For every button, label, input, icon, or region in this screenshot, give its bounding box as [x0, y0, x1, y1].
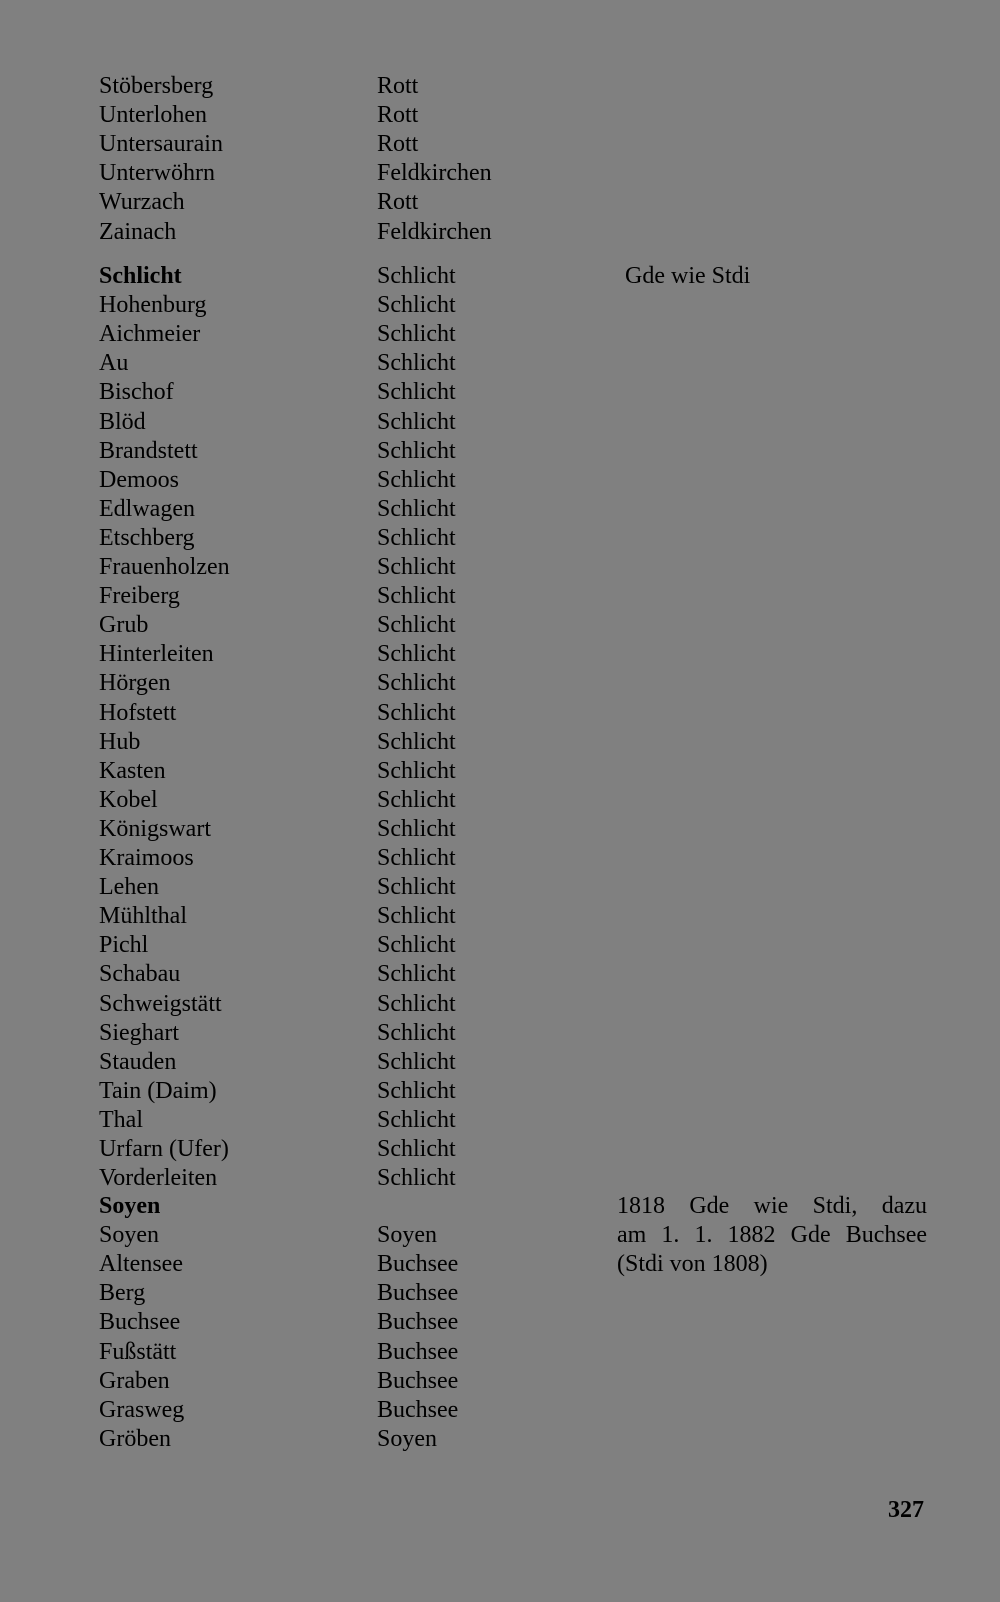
parish-name: Rott [377, 73, 419, 99]
place-name: Tain (Daim) [99, 1077, 217, 1104]
parish-name: Buchsee [377, 1396, 459, 1423]
place-name: Berg [99, 1280, 146, 1307]
place-name: Frauenholzen [99, 554, 230, 580]
parish-name: Soyen [377, 1222, 437, 1249]
parish-name: Buchsee [377, 1309, 459, 1336]
parish-name: Schlicht [377, 350, 456, 377]
parish-name: Schlicht [377, 641, 456, 668]
place-name: Aichmeier [99, 321, 201, 348]
parish-name: Schlicht [377, 670, 456, 697]
parish-name: Schlicht [377, 408, 456, 435]
place-name: Urfarn (Ufer) [99, 1136, 229, 1162]
place-name: Pichl [99, 932, 149, 959]
note-line: 1818 Gde wie Stdi, dazu [617, 1193, 927, 1219]
place-name: Grasweg [99, 1396, 185, 1423]
parish-name: Schlicht [377, 612, 456, 639]
parish-name: Schlicht [377, 1165, 456, 1192]
note-line: am 1. 1. 1882 Gde Buchsee [617, 1222, 927, 1248]
parish-name: Schlicht [377, 524, 456, 551]
place-name: Stöbersberg [99, 73, 214, 99]
section-note [625, 262, 750, 291]
place-name: Etschberg [99, 524, 195, 551]
parish-name: Schlicht [377, 786, 456, 813]
place-name: Lehen [99, 874, 159, 901]
parish-name: Schlicht [377, 757, 456, 784]
place-name: Graben [99, 1367, 170, 1394]
place-name: Buchsee [99, 1309, 181, 1336]
parish-name: Schlicht [377, 583, 456, 610]
parish-name: Schlicht [377, 466, 456, 493]
place-name: Schweigstätt [99, 990, 222, 1017]
place-name: Mühlthal [99, 903, 187, 930]
place-name: Altensee [99, 1251, 183, 1278]
place-name: Zainach [99, 218, 177, 245]
parish-name: Schlicht [377, 1019, 456, 1046]
note-line: (Stdi von 1808) [617, 1251, 768, 1277]
parish-name: Feldkirchen [377, 160, 492, 187]
place-name: Schlicht [99, 263, 182, 289]
parish-name: Schlicht [377, 845, 456, 871]
place-name: Grub [99, 612, 149, 639]
parish-name: Schlicht [377, 903, 456, 930]
parish-name: Schlicht [377, 1077, 456, 1104]
parish-name: Rott [377, 102, 419, 129]
page-number: 327 [888, 1497, 924, 1523]
place-name: Gröben [99, 1425, 171, 1452]
parish-name: Rott [377, 131, 419, 158]
place-name: Hinterleiten [99, 641, 214, 668]
place-name: Demoos [99, 466, 179, 493]
parish-name: Schlicht [377, 495, 456, 522]
parish-name: Schlicht [377, 728, 456, 755]
parish-name: Schlicht [377, 874, 456, 901]
section-note [617, 1192, 927, 1279]
parish-name: Soyen [377, 1425, 437, 1452]
parish-name: Feldkirchen [377, 218, 492, 245]
parish-name: Schlicht [377, 815, 456, 842]
place-name: Au [99, 350, 129, 377]
place-name: Schabau [99, 961, 181, 988]
parish-name: Schlicht [377, 292, 456, 319]
parish-name: Rott [377, 189, 419, 216]
place-name: Edlwagen [99, 495, 195, 522]
place-name: Untersaurain [99, 131, 223, 158]
parish-name: Schlicht [377, 699, 456, 726]
parish-name: Schlicht [377, 961, 456, 988]
place-name: Unterwöhrn [99, 160, 215, 187]
parish-name: Schlicht [377, 321, 456, 348]
parish-name: Buchsee [377, 1338, 459, 1365]
parish-name: Buchsee [377, 1280, 459, 1307]
place-name: Fußstätt [99, 1338, 177, 1365]
place-name: Kobel [99, 786, 158, 813]
place-name: Wurzach [99, 189, 185, 216]
place-name: Bischof [99, 379, 174, 406]
place-name: Hohenburg [99, 292, 207, 319]
parish-name: Buchsee [377, 1367, 459, 1394]
parish-name: Schlicht [377, 554, 456, 580]
place-name: Hofstett [99, 699, 177, 726]
place-name: Soyen [99, 1193, 161, 1219]
place-name: Hub [99, 728, 141, 755]
place-name: Soyen [99, 1222, 159, 1249]
place-name: Königswart [99, 815, 211, 842]
place-name: Thal [99, 1106, 143, 1133]
place-name: Kasten [99, 757, 166, 784]
parish-name: Schlicht [377, 1136, 456, 1162]
place-name: Vorderleiten [99, 1165, 218, 1192]
parish-name: Schlicht [377, 379, 456, 406]
place-name: Blöd [99, 408, 146, 435]
parish-name: Buchsee [377, 1251, 459, 1278]
place-name: Brandstett [99, 437, 198, 464]
place-name: Unterlohen [99, 102, 207, 129]
parish-name: Schlicht [377, 990, 456, 1017]
place-name: Freiberg [99, 583, 180, 610]
parish-name: Schlicht [377, 932, 456, 959]
place-name: Sieghart [99, 1019, 179, 1046]
parish-name: Schlicht [377, 1048, 456, 1075]
parish-name: Schlicht [377, 437, 456, 464]
note-line: Gde wie Stdi [625, 263, 751, 289]
parish-name: Schlicht [377, 263, 456, 289]
place-name: Hörgen [99, 670, 171, 697]
parish-name: Schlicht [377, 1106, 456, 1133]
place-name: Stauden [99, 1048, 177, 1075]
place-name: Kraimoos [99, 845, 194, 871]
